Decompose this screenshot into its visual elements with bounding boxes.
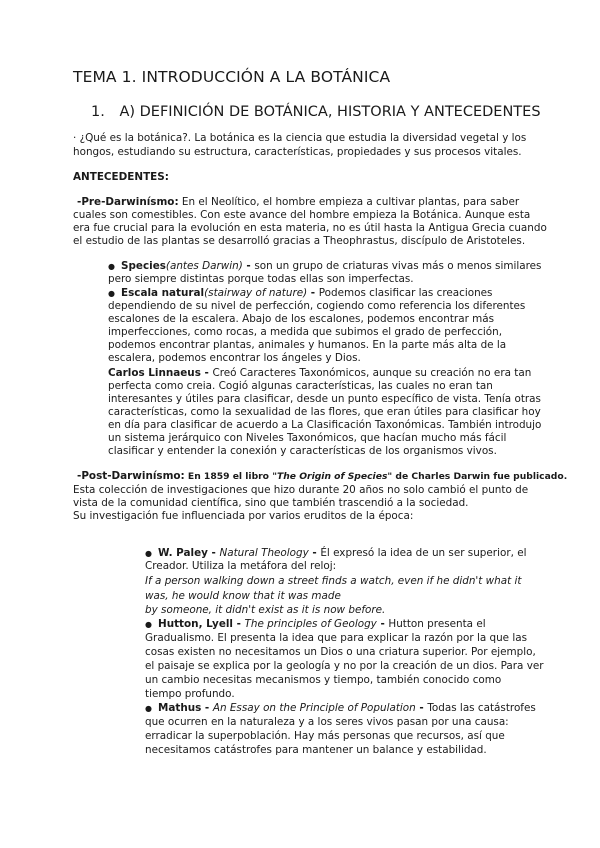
mathus-line-1: Mathus - An Essay on the Principle of Population - Todas las catástrofes [158,702,536,714]
linnaeus-line-4: características, como la sexualidad de las flores, que eran útiles para clasificar hoy [108,406,541,418]
escala-line-3: escalones de la escalera. Abajo de los escalones, podemos encontrar más [108,313,495,325]
species-line-2: pero siempre distintas porque todas ellas son imperfectas. [108,273,414,285]
bullet-icon: ● [145,704,152,713]
page-title: TEMA 1. INTRODUCCIÓN A LA BOTÁNICA [73,68,391,86]
post-darwinismo-label: -Post-Darwinísmo: [77,470,185,482]
escala-line-6: escalera, podemos encontrar los ángeles y Dios. [108,352,361,364]
hutton-line-4: el paisaje se explica por la geología y no por la creación de un dios. Para ver [145,660,544,672]
linnaeus-line-6: un sistema jerárquico con Niveles Taxonómicos, que hacían mucho más fácil [108,432,507,444]
mathus-line-4: necesitamos catástrofes para mantener un balance y estabilidad. [145,744,487,756]
hutton-line-6: tiempo profundo. [145,688,235,700]
paley-quote-1: If a person walking down a street finds a watch, even if he didn't what it [145,575,522,587]
paley-line-1: W. Paley - Natural Theology - Él expresó la idea de un ser superior, el [158,547,527,559]
species-line-1: Species(antes Darwin) - son un grupo de criaturas vivas más o menos similares [121,260,542,272]
pre-darwinismo-line-4: el estudio de las plantas se desarrolló gracias a Theophrastus, discípulo de Aristoteles. [73,235,526,247]
linnaeus-line-5: en día para clasificar de acuerdo a La Clasificación Taxonómicas. También introdujo [108,419,542,431]
post-darwinismo-line-1: -Post-Darwinísmo: En 1859 el libro "The Origin of Species" de Charles Darwin fue publicado. [77,470,568,482]
hutton-line-1: Hutton, Lyell - The principles of Geology - Hutton presenta el [158,618,486,630]
linnaeus-line-7: clasificar y entender la conexión y características de los organismos vivos. [108,445,497,457]
pre-darwinismo-line-3: era fue crucial para la evolución en esta materia, no es útil hasta la Antigua Grecia cuando [73,222,547,234]
post-darwinismo-line-2: Esta colección de investigaciones que hizo durante 20 años no solo cambió el punto de [73,484,529,496]
pre-darwinismo-label: -Pre-Darwinísmo: [77,196,179,208]
bullet-icon: ● [108,289,115,298]
hutton-line-3: cosas existen no necesitamos un Dios o una criatura superior. Por ejemplo, [145,646,536,658]
paley-quote-3: by someone, it didn't exist as it is now before. [145,604,386,616]
escala-line-2: dependiendo de su nivel de perfección, cogiendo como referencia los diferentes [108,300,526,312]
pre-darwinismo-line-1: -Pre-Darwinísmo: En el Neolítico, el hombre empieza a cultivar plantas, para saber [77,196,520,208]
intro-line-1: · ¿Qué es la botánica?. La botánica es la ciencia que estudia la diversidad vegetal y los [73,132,527,144]
antecedentes-heading: ANTECEDENTES: [73,171,169,183]
bullet-icon: ● [145,620,152,629]
escala-line-5: podemos encontrar plantas, animales y humanos. En la parte más alta de la [108,339,507,351]
intro-line-2: hongos, estudiando su estructura, características, propiedades y sus procesos vitales. [73,146,522,158]
bullet-icon: ● [108,262,115,271]
paley-line-2: Creador. Utiliza la metáfora del reloj: [145,560,337,572]
escala-line-1: Escala natural(stairway of nature) - Podemos clasificar las creaciones [121,287,493,299]
post-darwinismo-line-3: vista de la comunidad científica, sino que también trascendió a la sociedad. [73,497,469,509]
mathus-line-2: que ocurren en la naturaleza y a los seres vivos pasan por una causa: [145,716,509,728]
escala-line-4: imperfecciones, como rocas, a medida que subimos el grado de perfección, [108,326,503,338]
bullet-icon: ● [145,549,152,558]
section-title: A) DEFINICIÓN DE BOTÁNICA, HISTORIA Y ANTECEDENTES [119,104,541,120]
pre-darwinismo-line-2: cuales son comestibles. Con este avance del hombre empieza la Botánica. Aunque esta [73,209,531,221]
section-number: 1. [91,104,105,120]
hutton-line-2: Gradualismo. El presenta la idea que para explicar la razón por la que las [145,632,528,644]
post-darwinismo-line-4: Su investigación fue influenciada por varios eruditos de la época: [73,510,414,522]
linnaeus-line-3: interesantes y útiles para clasificar, desde un punto específico de vista. Tenía otras [108,393,541,405]
section-heading [91,104,541,120]
hutton-line-5: un cambio necesitas mecanismos y tiempo, también conocido como [145,674,502,686]
paley-quote-2: was, he would know that it was made [145,590,341,602]
mathus-line-3: erradicar la superpoblación. Hay más personas que recursos, así que [145,730,505,742]
linnaeus-line-2: perfecta como creia. Cogió algunas características, las cuales no eran tan [108,380,493,392]
linnaeus-line-1: Carlos Linnaeus - Creó Caracteres Taxonómicos, aunque su creación no era tan [108,367,532,379]
